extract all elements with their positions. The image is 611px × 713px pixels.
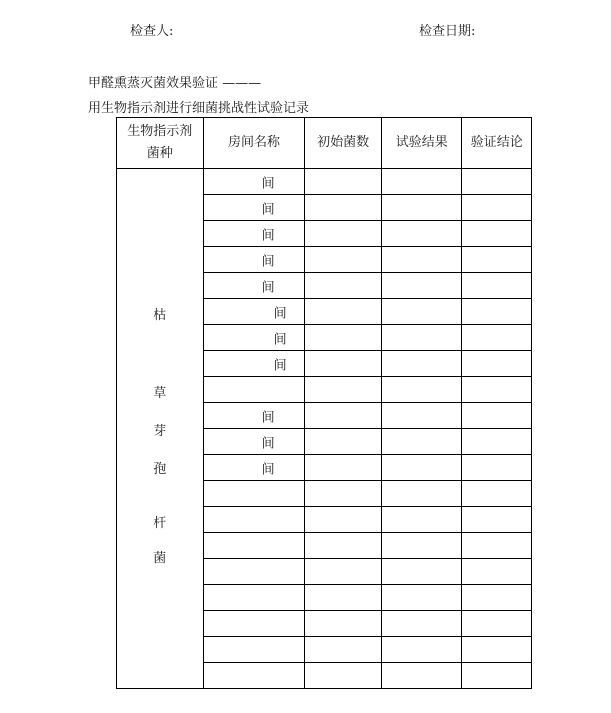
test-result-cell[interactable]	[381, 325, 462, 351]
conclusion-cell[interactable]	[462, 429, 532, 455]
organism-cell	[117, 169, 204, 689]
conclusion-cell[interactable]	[462, 403, 532, 429]
conclusion-cell[interactable]	[462, 611, 532, 637]
conclusion-cell[interactable]	[462, 169, 532, 195]
test-result-cell[interactable]	[381, 533, 462, 559]
header-room-name: 房间名称	[203, 118, 305, 169]
record-table	[116, 117, 532, 689]
room-name-cell[interactable]	[203, 559, 305, 585]
test-result-cell[interactable]	[381, 429, 462, 455]
conclusion-cell[interactable]	[462, 663, 532, 689]
initial-count-cell[interactable]	[305, 585, 382, 611]
initial-count-cell[interactable]	[305, 637, 382, 663]
test-result-cell[interactable]	[381, 611, 462, 637]
initial-count-cell[interactable]	[305, 533, 382, 559]
test-result-cell[interactable]	[381, 481, 462, 507]
room-label: 间	[273, 358, 287, 373]
initial-count-cell[interactable]	[305, 429, 382, 455]
initial-count-cell[interactable]	[305, 481, 382, 507]
test-result-cell[interactable]	[381, 637, 462, 663]
header-indicator-species	[117, 118, 204, 169]
test-result-cell[interactable]	[381, 247, 462, 273]
conclusion-cell[interactable]	[462, 377, 532, 403]
test-result-cell[interactable]	[381, 299, 462, 325]
initial-count-cell[interactable]	[305, 507, 382, 533]
test-result-cell[interactable]	[381, 403, 462, 429]
initial-count-cell[interactable]	[305, 325, 382, 351]
test-result-cell[interactable]	[381, 351, 462, 377]
room-name-cell[interactable]	[203, 663, 305, 689]
test-result-cell[interactable]	[381, 195, 462, 221]
room-label: 间	[261, 280, 275, 295]
room-label: 间	[261, 436, 275, 451]
room-name-cell[interactable]	[203, 195, 305, 221]
initial-count-cell[interactable]	[305, 273, 382, 299]
initial-count-cell[interactable]	[305, 663, 382, 689]
initial-count-cell[interactable]	[305, 377, 382, 403]
conclusion-cell[interactable]	[462, 585, 532, 611]
room-name-cell[interactable]	[203, 507, 305, 533]
room-label: 间	[261, 202, 275, 217]
room-label: 间	[273, 332, 287, 347]
organism-char: 孢	[153, 462, 167, 477]
room-name-cell[interactable]	[203, 429, 305, 455]
initial-count-cell[interactable]	[305, 559, 382, 585]
room-name-cell[interactable]	[203, 351, 305, 377]
room-name-cell[interactable]	[203, 247, 305, 273]
organism-char: 杆	[153, 516, 167, 531]
room-name-cell[interactable]	[203, 611, 305, 637]
test-result-cell[interactable]	[381, 585, 462, 611]
conclusion-cell[interactable]	[462, 299, 532, 325]
initial-count-cell[interactable]	[305, 455, 382, 481]
initial-count-cell[interactable]	[305, 195, 382, 221]
inspector-label: 检查人:	[130, 24, 174, 39]
room-name-cell[interactable]	[203, 377, 305, 403]
room-name-cell[interactable]	[203, 455, 305, 481]
header-indicator-line2: 菌种	[146, 146, 173, 161]
room-label: 间	[261, 410, 275, 425]
conclusion-cell[interactable]	[462, 533, 532, 559]
room-name-cell[interactable]	[203, 299, 305, 325]
room-label: 间	[261, 254, 275, 269]
conclusion-cell[interactable]	[462, 273, 532, 299]
test-result-cell[interactable]	[381, 559, 462, 585]
header-initial-count: 初始菌数	[305, 118, 382, 169]
conclusion-cell[interactable]	[462, 559, 532, 585]
room-name-cell[interactable]	[203, 169, 305, 195]
room-name-cell[interactable]	[203, 585, 305, 611]
test-result-cell[interactable]	[381, 507, 462, 533]
conclusion-cell[interactable]	[462, 507, 532, 533]
conclusion-cell[interactable]	[462, 221, 532, 247]
header-indicator-line1: 生物指示剂	[127, 124, 193, 139]
organism-char: 草	[153, 386, 167, 401]
test-result-cell[interactable]	[381, 221, 462, 247]
test-result-cell[interactable]	[381, 377, 462, 403]
test-result-cell[interactable]	[381, 455, 462, 481]
room-name-cell[interactable]	[203, 273, 305, 299]
conclusion-cell[interactable]	[462, 247, 532, 273]
conclusion-cell[interactable]	[462, 195, 532, 221]
test-result-cell[interactable]	[381, 663, 462, 689]
header-conclusion: 验证结论	[462, 118, 532, 169]
room-label: 间	[261, 228, 275, 243]
table-row	[117, 169, 532, 195]
conclusion-cell[interactable]	[462, 637, 532, 663]
document-subtitle: 用生物指示剂进行细菌挑战性试验记录	[88, 101, 310, 116]
room-name-cell[interactable]	[203, 403, 305, 429]
conclusion-cell[interactable]	[462, 351, 532, 377]
room-name-cell[interactable]	[203, 325, 305, 351]
test-result-cell[interactable]	[381, 273, 462, 299]
initial-count-cell[interactable]	[305, 299, 382, 325]
document-title: 甲醛熏蒸灭菌效果验证 ———	[88, 76, 262, 91]
room-label: 间	[273, 306, 287, 321]
room-name-cell[interactable]	[203, 481, 305, 507]
room-name-cell[interactable]	[203, 533, 305, 559]
room-name-cell[interactable]	[203, 221, 305, 247]
conclusion-cell[interactable]	[462, 481, 532, 507]
organism-char: 芽	[153, 424, 167, 439]
header-row	[117, 118, 532, 169]
room-name-cell[interactable]	[203, 637, 305, 663]
initial-count-cell[interactable]	[305, 247, 382, 273]
initial-count-cell[interactable]	[305, 611, 382, 637]
organism-char: 枯	[153, 308, 167, 323]
room-label: 间	[261, 176, 275, 191]
initial-count-cell[interactable]	[305, 221, 382, 247]
test-result-cell[interactable]	[381, 169, 462, 195]
initial-count-cell[interactable]	[305, 351, 382, 377]
header-test-result: 试验结果	[381, 118, 462, 169]
room-label: 间	[261, 462, 275, 477]
conclusion-cell[interactable]	[462, 325, 532, 351]
organism-char: 菌	[153, 551, 167, 566]
initial-count-cell[interactable]	[305, 403, 382, 429]
conclusion-cell[interactable]	[462, 455, 532, 481]
inspection-date-label: 检查日期:	[419, 24, 476, 39]
initial-count-cell[interactable]	[305, 169, 382, 195]
